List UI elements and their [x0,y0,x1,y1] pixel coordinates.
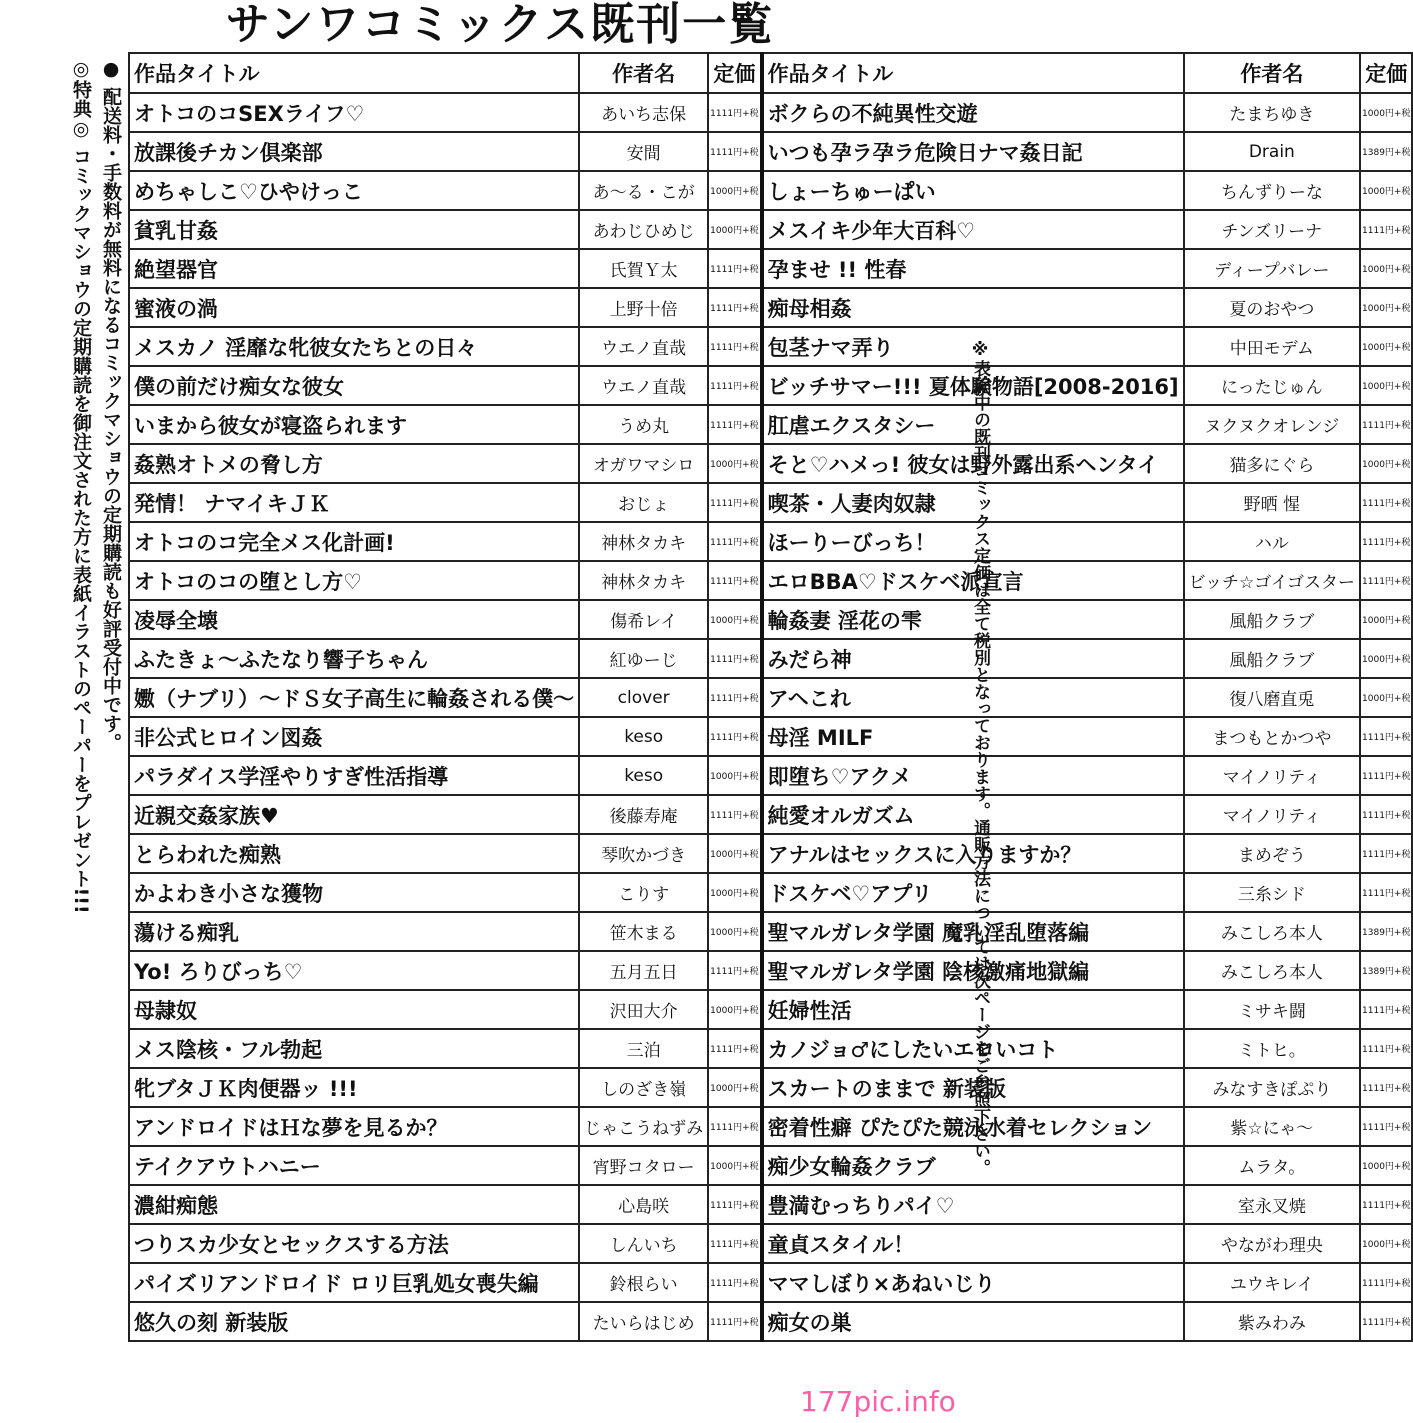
table-row [129,561,1412,600]
book-author: 風船クラブ [1184,639,1360,678]
book-price: 1111円+税 [708,1185,761,1224]
book-title: 痴女の巣 [762,1302,1184,1341]
book-title: スカートのままで 新装版 [762,1068,1184,1107]
book-price: 1000円+税 [708,1068,761,1107]
table-row [129,678,1412,717]
header-author: 作者名 [579,53,708,93]
book-title: アヘこれ [762,678,1184,717]
book-title: 姦熟オトメの脅し方 [129,444,579,483]
book-price: 1111円+税 [1360,405,1412,444]
book-title: そと♡ハメっ! 彼女は野外露出系ヘンタイ [762,444,1184,483]
header-author: 作者名 [1184,53,1360,93]
book-author: 笹木まる [579,912,708,951]
book-author: 紫☆にゃ〜 [1184,1107,1360,1146]
catalog-table [128,52,1413,1342]
table-row [129,639,1412,678]
note-line-2: ◎特典◎ コミックマショウの定期購読を御注文された方に表紙イラストのペーパーをプレゼント!!! [70,58,92,914]
book-author: マイノリティ [1184,795,1360,834]
book-price: 1000円+税 [1360,249,1412,288]
book-author: 神林タカキ [579,561,708,600]
book-author: あいち志保 [579,93,708,132]
book-author: こりす [579,873,708,912]
book-author: ちんずりーな [1184,171,1360,210]
header-row [129,53,1412,93]
book-title: 痴少女輪姦クラブ [762,1146,1184,1185]
book-price: 1000円+税 [708,873,761,912]
book-price: 1000円+税 [1360,444,1412,483]
book-price: 1000円+税 [708,990,761,1029]
book-title: 絶望器官 [129,249,579,288]
book-author: おじょ [579,483,708,522]
book-author: 復八磨直兎 [1184,678,1360,717]
table-row [129,1146,1412,1185]
table-row [129,249,1412,288]
book-author: ムラタ。 [1184,1146,1360,1185]
book-author: 中田モデム [1184,327,1360,366]
book-author: 心島咲 [579,1185,708,1224]
book-title: 純愛オルガズム [762,795,1184,834]
book-author: やながわ理央 [1184,1224,1360,1263]
book-author: まめぞう [1184,834,1360,873]
book-title: とらわれた痴熟 [129,834,579,873]
book-author: 琴吹かづき [579,834,708,873]
book-author: うめ丸 [579,405,708,444]
book-price: 1111円+税 [708,483,761,522]
book-title: 貧乳甘姦 [129,210,579,249]
book-title: 放課後チカン倶楽部 [129,132,579,171]
table-row [129,405,1412,444]
book-title: いまから彼女が寝盗られます [129,405,579,444]
book-author: ヌクヌクオレンジ [1184,405,1360,444]
book-price: 1000円+税 [708,210,761,249]
book-title: 近親交姦家族♥ [129,795,579,834]
table-row [129,795,1412,834]
book-author: 紅ゆーじ [579,639,708,678]
book-author: 野晒 惺 [1184,483,1360,522]
book-author: みこしろ本人 [1184,912,1360,951]
book-title: メスイキ少年大百科♡ [762,210,1184,249]
book-price: 1000円+税 [1360,366,1412,405]
book-price: 1111円+税 [708,1263,761,1302]
table-row [129,444,1412,483]
book-author: 夏のおやつ [1184,288,1360,327]
book-author: 風船クラブ [1184,600,1360,639]
book-author: ユウキレイ [1184,1263,1360,1302]
table-row [129,756,1412,795]
book-price: 1111円+税 [708,93,761,132]
table-row [129,327,1412,366]
table-row [129,171,1412,210]
book-author: ウエノ直哉 [579,366,708,405]
book-author: 室永叉焼 [1184,1185,1360,1224]
book-price: 1111円+税 [708,717,761,756]
book-title: 蜜液の渦 [129,288,579,327]
book-title: オトコのコ完全メス化計画! [129,522,579,561]
book-title: 蕩ける痴乳 [129,912,579,951]
book-title: いつも孕ラ孕ラ危険日ナマ姦日記 [762,132,1184,171]
book-price: 1111円+税 [708,405,761,444]
table-row [129,951,1412,990]
book-author: Drain [1184,132,1360,171]
book-price: 1111円+税 [1360,483,1412,522]
book-title: 豊満むっちりパイ♡ [762,1185,1184,1224]
book-price: 1111円+税 [1360,1302,1412,1341]
book-author: じゃこうねずみ [579,1107,708,1146]
book-title: 聖マルガレタ学園 魔乳淫乱堕落編 [762,912,1184,951]
table-row [129,1185,1412,1224]
book-title: 即堕ち♡アクメ [762,756,1184,795]
book-author: 後藤寿庵 [579,795,708,834]
table-row [129,990,1412,1029]
table-row [129,1107,1412,1146]
book-price: 1389円+税 [1360,912,1412,951]
subscription-note [64,58,126,1388]
book-title: メス陰核・フル勃起 [129,1029,579,1068]
book-title: ふたきょ〜ふたなり響子ちゃん [129,639,579,678]
book-price: 1111円+税 [708,795,761,834]
book-title: 聖マルガレタ学園 陰核激痛地獄編 [762,951,1184,990]
book-price: 1111円+税 [1360,834,1412,873]
book-title: 包茎ナマ弄り [762,327,1184,366]
book-price: 1111円+税 [708,1029,761,1068]
book-author: 神林タカキ [579,522,708,561]
book-price: 1111円+税 [708,1107,761,1146]
book-author: ディープバレー [1184,249,1360,288]
book-title: 牝ブタＪＫ肉便器ッ !!! [129,1068,579,1107]
book-title: ママしぼり×あねいじり [762,1263,1184,1302]
table-row [129,873,1412,912]
book-title: 悠久の刻 新装版 [129,1302,579,1341]
book-author: あわじひめじ [579,210,708,249]
book-author: 五月五日 [579,951,708,990]
book-price: 1389円+税 [1360,132,1412,171]
book-price: 1111円+税 [1360,210,1412,249]
page-title: サンワコミックス既刊一覧 [225,0,775,50]
book-title: ボクらの不純異性交遊 [762,93,1184,132]
book-title: アンドロイドはＨな夢を見るか？ [129,1107,579,1146]
book-author: ビッチ☆ゴイゴスター [1184,561,1360,600]
table-row [129,600,1412,639]
book-author: みこしろ本人 [1184,951,1360,990]
book-price: 1000円+税 [1360,639,1412,678]
book-title: ドスケベ♡アプリ [762,873,1184,912]
book-title: 孕ませ !! 性春 [762,249,1184,288]
book-author: しのざき嶺 [579,1068,708,1107]
book-title: アナルはセックスに入りますか？ [762,834,1184,873]
book-author: 氏賀Ｙ太 [579,249,708,288]
book-title: パラダイス学淫やりすぎ性活指導 [129,756,579,795]
book-price: 1111円+税 [708,366,761,405]
book-title: パイズリアンドロイド ロリ巨乳処女喪失編 [129,1263,579,1302]
table-row [129,483,1412,522]
book-price: 1000円+税 [708,1146,761,1185]
table-row [129,288,1412,327]
book-author: 上野十倍 [579,288,708,327]
book-title: エロBBA♡ドスケベ派宣言 [762,561,1184,600]
table-row [129,132,1412,171]
book-author: 紫みわみ [1184,1302,1360,1341]
book-title: 母淫 MILF [762,717,1184,756]
book-author: ハル [1184,522,1360,561]
book-title: Yo! ろりびっち♡ [129,951,579,990]
book-author: ミトヒ。 [1184,1029,1360,1068]
book-price: 1000円+税 [1360,1146,1412,1185]
book-title: 肛虐エクスタシー [762,405,1184,444]
book-price: 1000円+税 [708,834,761,873]
book-price: 1111円+税 [708,249,761,288]
book-author: 猫多にぐら [1184,444,1360,483]
book-title: めちゃしこ♡ひやけっこ [129,171,579,210]
book-author: オガワマシロ [579,444,708,483]
book-price: 1111円+税 [708,522,761,561]
book-price: 1000円+税 [1360,288,1412,327]
book-price: 1111円+税 [1360,561,1412,600]
book-author: マイノリティ [1184,756,1360,795]
table-row [129,1029,1412,1068]
book-title: 喫茶・人妻肉奴隷 [762,483,1184,522]
book-author: 鈴根らい [579,1263,708,1302]
table-row [129,1263,1412,1302]
book-price: 1000円+税 [1360,600,1412,639]
book-author: みなすきぽぷり [1184,1068,1360,1107]
book-author: 宵野コタロー [579,1146,708,1185]
book-price: 1111円+税 [708,561,761,600]
book-author: 傷希レイ [579,600,708,639]
book-price: 1111円+税 [1360,1029,1412,1068]
book-price: 1111円+税 [1360,795,1412,834]
book-price: 1111円+税 [1360,1185,1412,1224]
book-title: 非公式ヒロイン図姦 [129,717,579,756]
header-price: 定価 [1360,53,1412,93]
book-price: 1000円+税 [1360,1224,1412,1263]
book-title: かよわき小さな獲物 [129,873,579,912]
header-title: 作品タイトル [129,53,579,93]
table-row [129,522,1412,561]
book-title: みだら神 [762,639,1184,678]
book-title: 発情！ ナマイキＪＫ [129,483,579,522]
book-price: 1000円+税 [708,171,761,210]
book-price: 1111円+税 [1360,717,1412,756]
book-price: 1111円+税 [708,951,761,990]
table-row [129,366,1412,405]
book-price: 1111円+税 [1360,990,1412,1029]
header-title: 作品タイトル [762,53,1184,93]
book-price: 1111円+税 [1360,1107,1412,1146]
book-title: メスカノ 淫靡な牝彼女たちとの日々 [129,327,579,366]
book-author: keso [579,717,708,756]
book-price: 1000円+税 [708,756,761,795]
book-title: 凌辱全壊 [129,600,579,639]
book-price: 1000円+税 [708,600,761,639]
book-author: 沢田大介 [579,990,708,1029]
book-price: 1111円+税 [1360,1263,1412,1302]
book-price: 1000円+税 [1360,327,1412,366]
book-author: あ〜る・こが [579,171,708,210]
book-price: 1111円+税 [708,1302,761,1341]
book-price: 1111円+税 [1360,1068,1412,1107]
table-row [129,717,1412,756]
book-author: ウエノ直哉 [579,327,708,366]
table-row [129,1068,1412,1107]
book-title: カノジョ♂にしたいエロいコト [762,1029,1184,1068]
book-title: しょーちゅーぱい [762,171,1184,210]
book-price: 1111円+税 [708,639,761,678]
book-title: つりスカ少女とセックスする方法 [129,1224,579,1263]
price-note: ※表記中の既刊コミックス定価は全て税別となっております。通販方法については次ページをご参照下さい。 [970,340,990,1176]
book-price: 1111円+税 [1360,522,1412,561]
note-line-1: ● 配送料・手数料が無料になるコミックマショウの定期購読も好評受付中です。 [100,58,122,752]
book-price: 1111円+税 [1360,873,1412,912]
book-author: にったじゅん [1184,366,1360,405]
book-price: 1389円+税 [1360,951,1412,990]
book-price: 1000円+税 [708,912,761,951]
book-price: 1000円+税 [1360,171,1412,210]
table-row [129,834,1412,873]
book-price: 1111円+税 [708,1224,761,1263]
book-title: 僕の前だけ痴女な彼女 [129,366,579,405]
book-price: 1000円+税 [1360,678,1412,717]
book-title: 痴母相姦 [762,288,1184,327]
book-author: たいらはじめ [579,1302,708,1341]
book-price: 1000円+税 [1360,93,1412,132]
table-row [129,912,1412,951]
book-title: 母隷奴 [129,990,579,1029]
book-title: 嫐（ナブリ）〜ドＳ女子高生に輪姦される僕〜 [129,678,579,717]
watermark: 177pic.info [800,1385,956,1418]
header-price: 定価 [708,53,761,93]
book-title: オトコのコの堕とし方♡ [129,561,579,600]
book-author: keso [579,756,708,795]
book-title: ビッチサマー!!! 夏体験物語[2008-2016] [762,366,1184,405]
book-price: 1000円+税 [708,444,761,483]
book-author: 三糸シド [1184,873,1360,912]
book-title: 童貞スタイル！ [762,1224,1184,1263]
table-row [129,1302,1412,1341]
book-title: 輪姦妻 淫花の雫 [762,600,1184,639]
table-row [129,210,1412,249]
book-author: 三泊 [579,1029,708,1068]
book-title: 濃紺痴態 [129,1185,579,1224]
book-author: しんいち [579,1224,708,1263]
book-price: 1111円+税 [708,288,761,327]
table-row [129,1224,1412,1263]
book-author: ミサキ闘 [1184,990,1360,1029]
book-title: ほーりーびっち！ [762,522,1184,561]
book-title: 密着性癖 ぴたぴた競泳水着セレクション [762,1107,1184,1146]
book-title: オトコのコSEXライフ♡ [129,93,579,132]
table-row [129,93,1412,132]
book-price: 1111円+税 [708,132,761,171]
book-author: clover [579,678,708,717]
book-price: 1111円+税 [708,678,761,717]
book-author: チンズリーナ [1184,210,1360,249]
book-price: 1111円+税 [1360,756,1412,795]
book-author: まつもとかつや [1184,717,1360,756]
book-author: たまちゆき [1184,93,1360,132]
book-price: 1111円+税 [708,327,761,366]
book-author: 安間 [579,132,708,171]
book-title: 妊婦性活 [762,990,1184,1029]
book-title: テイクアウトハニー [129,1146,579,1185]
